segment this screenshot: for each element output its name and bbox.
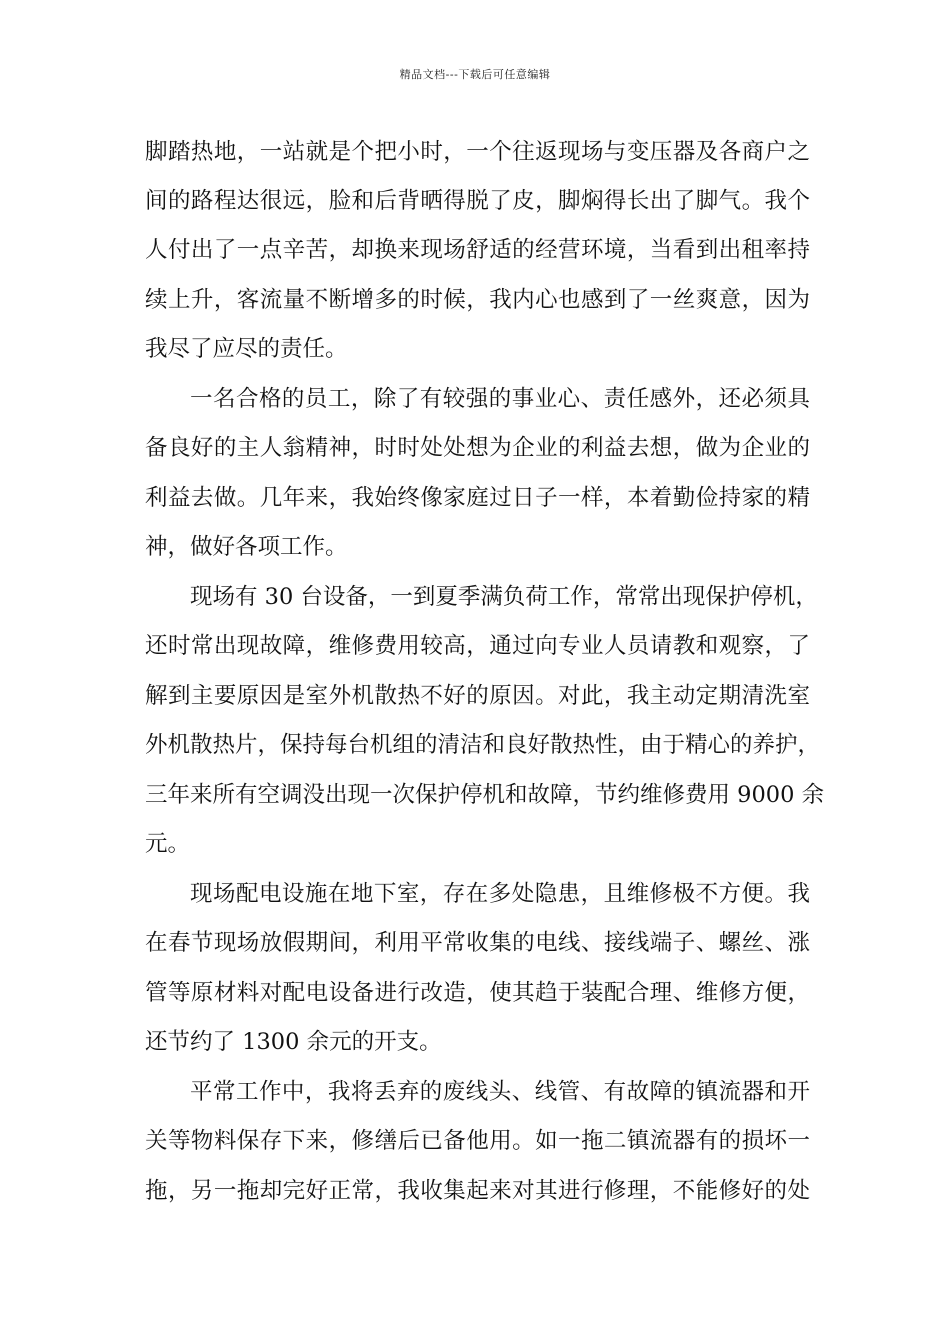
text-line-11: 还时常出现故障，维修费用较高，通过向专业人员请教和观察，了 [145,633,810,659]
text-line-22: 拖，另一拖却完好正常，我收集起来对其进行修理，不能修好的处 [145,1178,810,1204]
text-line-6: 一名合格的员工，除了有较强的事业心、责任感外，还必须具 [190,386,810,412]
text-line-4: 续上升，客流量不断增多的时候，我内心也感到了一丝爽意，因为 [145,287,810,313]
text-line-8: 利益去做。几年来，我始终像家庭过日子一样，本着勤俭持家的精 [145,485,810,511]
text-line-10: 现场有 30 台设备，一到夏季满负荷工作，常常出现保护停机， [190,584,818,610]
text-line-15: 元。 [145,831,191,857]
text-line-2: 间的路程达很远，脸和后背晒得脱了皮，脚焖得长出了脚气。我个 [145,188,810,214]
text-line-5: 我尽了应尽的责任。 [145,336,348,362]
text-line-17: 在春节现场放假期间，利用平常收集的电线、接线端子、螺丝、涨 [145,930,810,956]
text-line-1: 脚踏热地，一站就是个把小时，一个往返现场与变压器及各商户之 [145,139,810,165]
text-line-18: 管等原材料对配电设备进行改造，使其趋于装配合理、维修方便， [145,980,810,1006]
text-line-12: 解到主要原因是室外机散热不好的原因。对此，我主动定期清洗室 [145,683,810,709]
page-header: 精品文档---下载后可任意编辑 [399,68,551,81]
text-line-19: 还节约了 1300 余元的开支。 [145,1029,442,1055]
text-line-21: 关等物料保存下来，修缮后已备他用。如一拖二镇流器有的损坏一 [145,1128,810,1154]
text-line-3: 人付出了一点辛苦，却换来现场舒适的经营环境，当看到出租率持 [145,237,810,263]
text-line-14: 三年来所有空调没出现一次保护停机和故障，节约维修费用 9000 余 [145,782,825,808]
text-line-20: 平常工作中，我将丢弃的废线头、线管、有故障的镇流器和开 [190,1079,810,1105]
text-line-7: 备良好的主人翁精神，时时处处想为企业的利益去想，做为企业的 [145,435,810,461]
text-line-16: 现场配电设施在地下室，存在多处隐患，且维修极不方便。我 [190,881,810,907]
text-line-9: 神，做好各项工作。 [145,534,348,560]
text-line-13: 外机散热片，保持每台机组的清洁和良好散热性，由于精心的养护， [145,732,821,758]
